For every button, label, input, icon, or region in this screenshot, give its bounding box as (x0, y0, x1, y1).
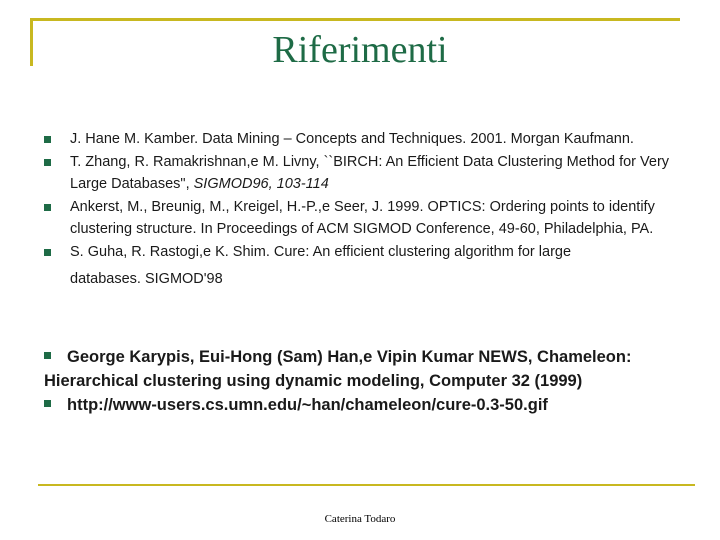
reference-continuation: databases. SIGMOD'98 (70, 271, 223, 287)
reference-text: J. Hane M. Kamber. Data Mining – Concepts and Techniques. 2001. Morgan Kaufmann. (70, 131, 634, 147)
reference-text: T. Zhang, R. Ramakrishnan,e M. Livny, ``BIRCH: An Efficient Data Clustering Method for Very Large Databases", (70, 153, 670, 192)
square-bullet-icon (44, 204, 51, 211)
bold-reference-text: George Karypis, Eui-Hong (Sam) Han,e Vipin Kumar NEWS, Chameleon: Hierarchical clustering using dynamic modeling, Computer 32 (1999) (44, 348, 632, 390)
reference-url[interactable]: http://www-users.cs.umn.edu/~han/chameleon/cure-0.3-50.gif (67, 396, 548, 414)
square-bullet-icon (44, 249, 51, 256)
bold-reference-block (44, 345, 684, 417)
square-bullet-icon (44, 352, 51, 359)
square-bullet-icon (44, 400, 51, 407)
reference-text: Ankerst, M., Breunig, M., Kreigel, H.-P.,e Seer, J. 1999. OPTICS: Ordering points to identify clustering structure. In Proceedings of ACM SIGMOD Conference, 49-60, Philadelphia, PA. (70, 198, 655, 237)
reference-item (44, 151, 684, 196)
slide-title: Riferimenti (272, 29, 448, 71)
reference-list (44, 128, 684, 287)
reference-venue: SIGMOD96, 103-114 (193, 176, 329, 192)
bold-url-item (44, 393, 684, 417)
top-rule (30, 18, 680, 21)
square-bullet-icon (44, 136, 51, 143)
square-bullet-icon (44, 159, 51, 166)
reference-item (44, 241, 684, 264)
reference-item (44, 196, 684, 241)
bold-reference (44, 345, 684, 393)
bottom-rule (38, 484, 695, 486)
reference-text: S. Guha, R. Rastogi,e K. Shim. Cure: An efficient clustering algorithm for large (70, 243, 572, 260)
footer-author: Caterina Todaro (324, 513, 396, 525)
reference-item (44, 128, 684, 151)
